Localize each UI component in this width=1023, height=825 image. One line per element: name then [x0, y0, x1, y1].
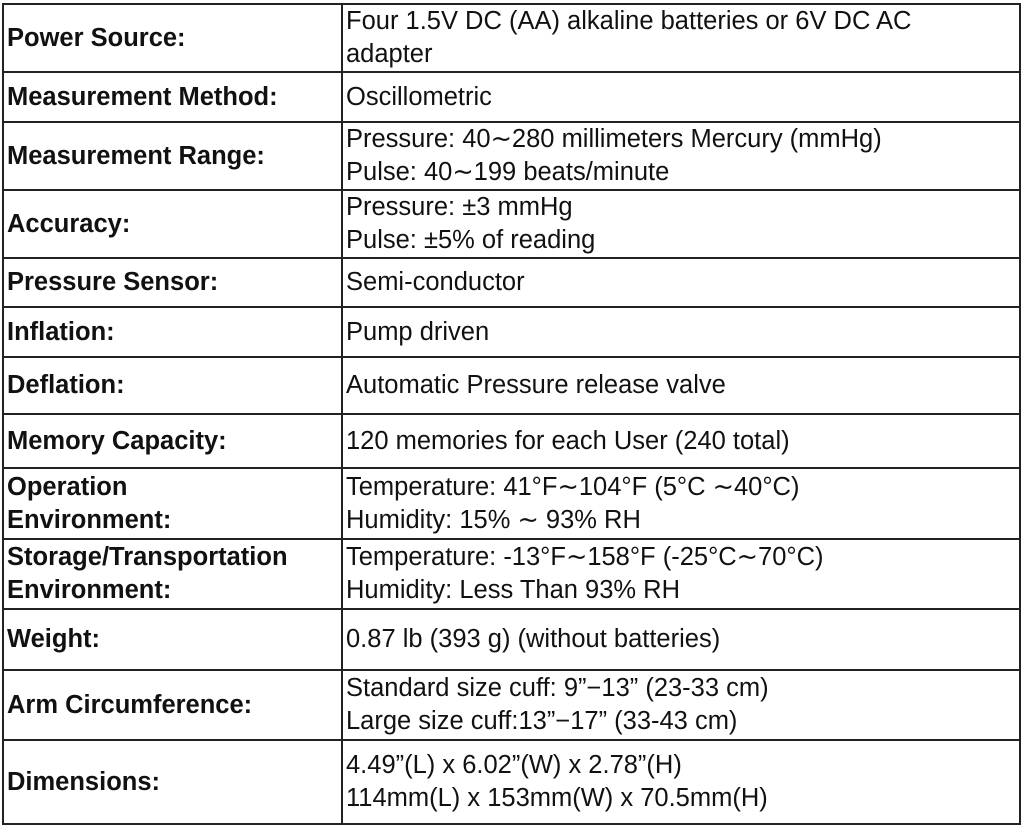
spec-label: Memory Capacity: [3, 414, 342, 468]
spec-value: Pump driven [342, 307, 1020, 357]
spec-label: Accuracy: [3, 190, 342, 258]
spec-label: Power Source: [3, 4, 342, 72]
spec-value: Temperature: 41°F∼104°F (5°C ∼40°C) Humidity: 15% ∼ 93% RH [342, 468, 1020, 539]
spec-row-pressure-sensor [3, 258, 1020, 307]
spec-label: Inflation: [3, 307, 342, 357]
spec-row-power-source [3, 4, 1020, 72]
spec-label: Storage/Transportation Environment: [3, 539, 342, 609]
specifications-table [2, 3, 1021, 825]
spec-row-inflation [3, 307, 1020, 357]
spec-value: Semi-conductor [342, 258, 1020, 307]
spec-row-arm-circumference [3, 670, 1020, 740]
spec-label: Deflation: [3, 357, 342, 414]
spec-value: Pressure: ±3 mmHg Pulse: ±5% of reading [342, 190, 1020, 258]
spec-row-deflation [3, 357, 1020, 414]
spec-value: Automatic Pressure release valve [342, 357, 1020, 414]
spec-row-measurement-range [3, 122, 1020, 190]
spec-value: Four 1.5V DC (AA) alkaline batteries or 6V DC AC adapter [342, 4, 1020, 72]
spec-value: Pressure: 40∼280 millimeters Mercury (mmHg) Pulse: 40∼199 beats/minute [342, 122, 1020, 190]
spec-label: Measurement Method: [3, 72, 342, 122]
spec-row-accuracy [3, 190, 1020, 258]
spec-row-measurement-method [3, 72, 1020, 122]
spec-label: Pressure Sensor: [3, 258, 342, 307]
spec-label: Weight: [3, 609, 342, 670]
spec-label: Dimensions: [3, 740, 342, 824]
spec-row-operation-environment [3, 468, 1020, 539]
spec-value: 0.87 lb (393 g) (without batteries) [342, 609, 1020, 670]
spec-row-dimensions [3, 740, 1020, 824]
spec-value: 4.49”(L) x 6.02”(W) x 2.78”(H) 114mm(L) x 153mm(W) x 70.5mm(H) [342, 740, 1020, 824]
spec-value: Temperature: -13°F∼158°F (-25°C∼70°C) Humidity: Less Than 93% RH [342, 539, 1020, 609]
spec-label: Operation Environment: [3, 468, 342, 539]
spec-label: Measurement Range: [3, 122, 342, 190]
spec-value: Standard size cuff: 9”−13” (23-33 cm) Large size cuff:13”−17” (33-43 cm) [342, 670, 1020, 740]
spec-value: Oscillometric [342, 72, 1020, 122]
spec-label: Arm Circumference: [3, 670, 342, 740]
spec-row-weight [3, 609, 1020, 670]
spec-row-storage-environment [3, 539, 1020, 609]
spec-row-memory-capacity [3, 414, 1020, 468]
spec-value: 120 memories for each User (240 total) [342, 414, 1020, 468]
